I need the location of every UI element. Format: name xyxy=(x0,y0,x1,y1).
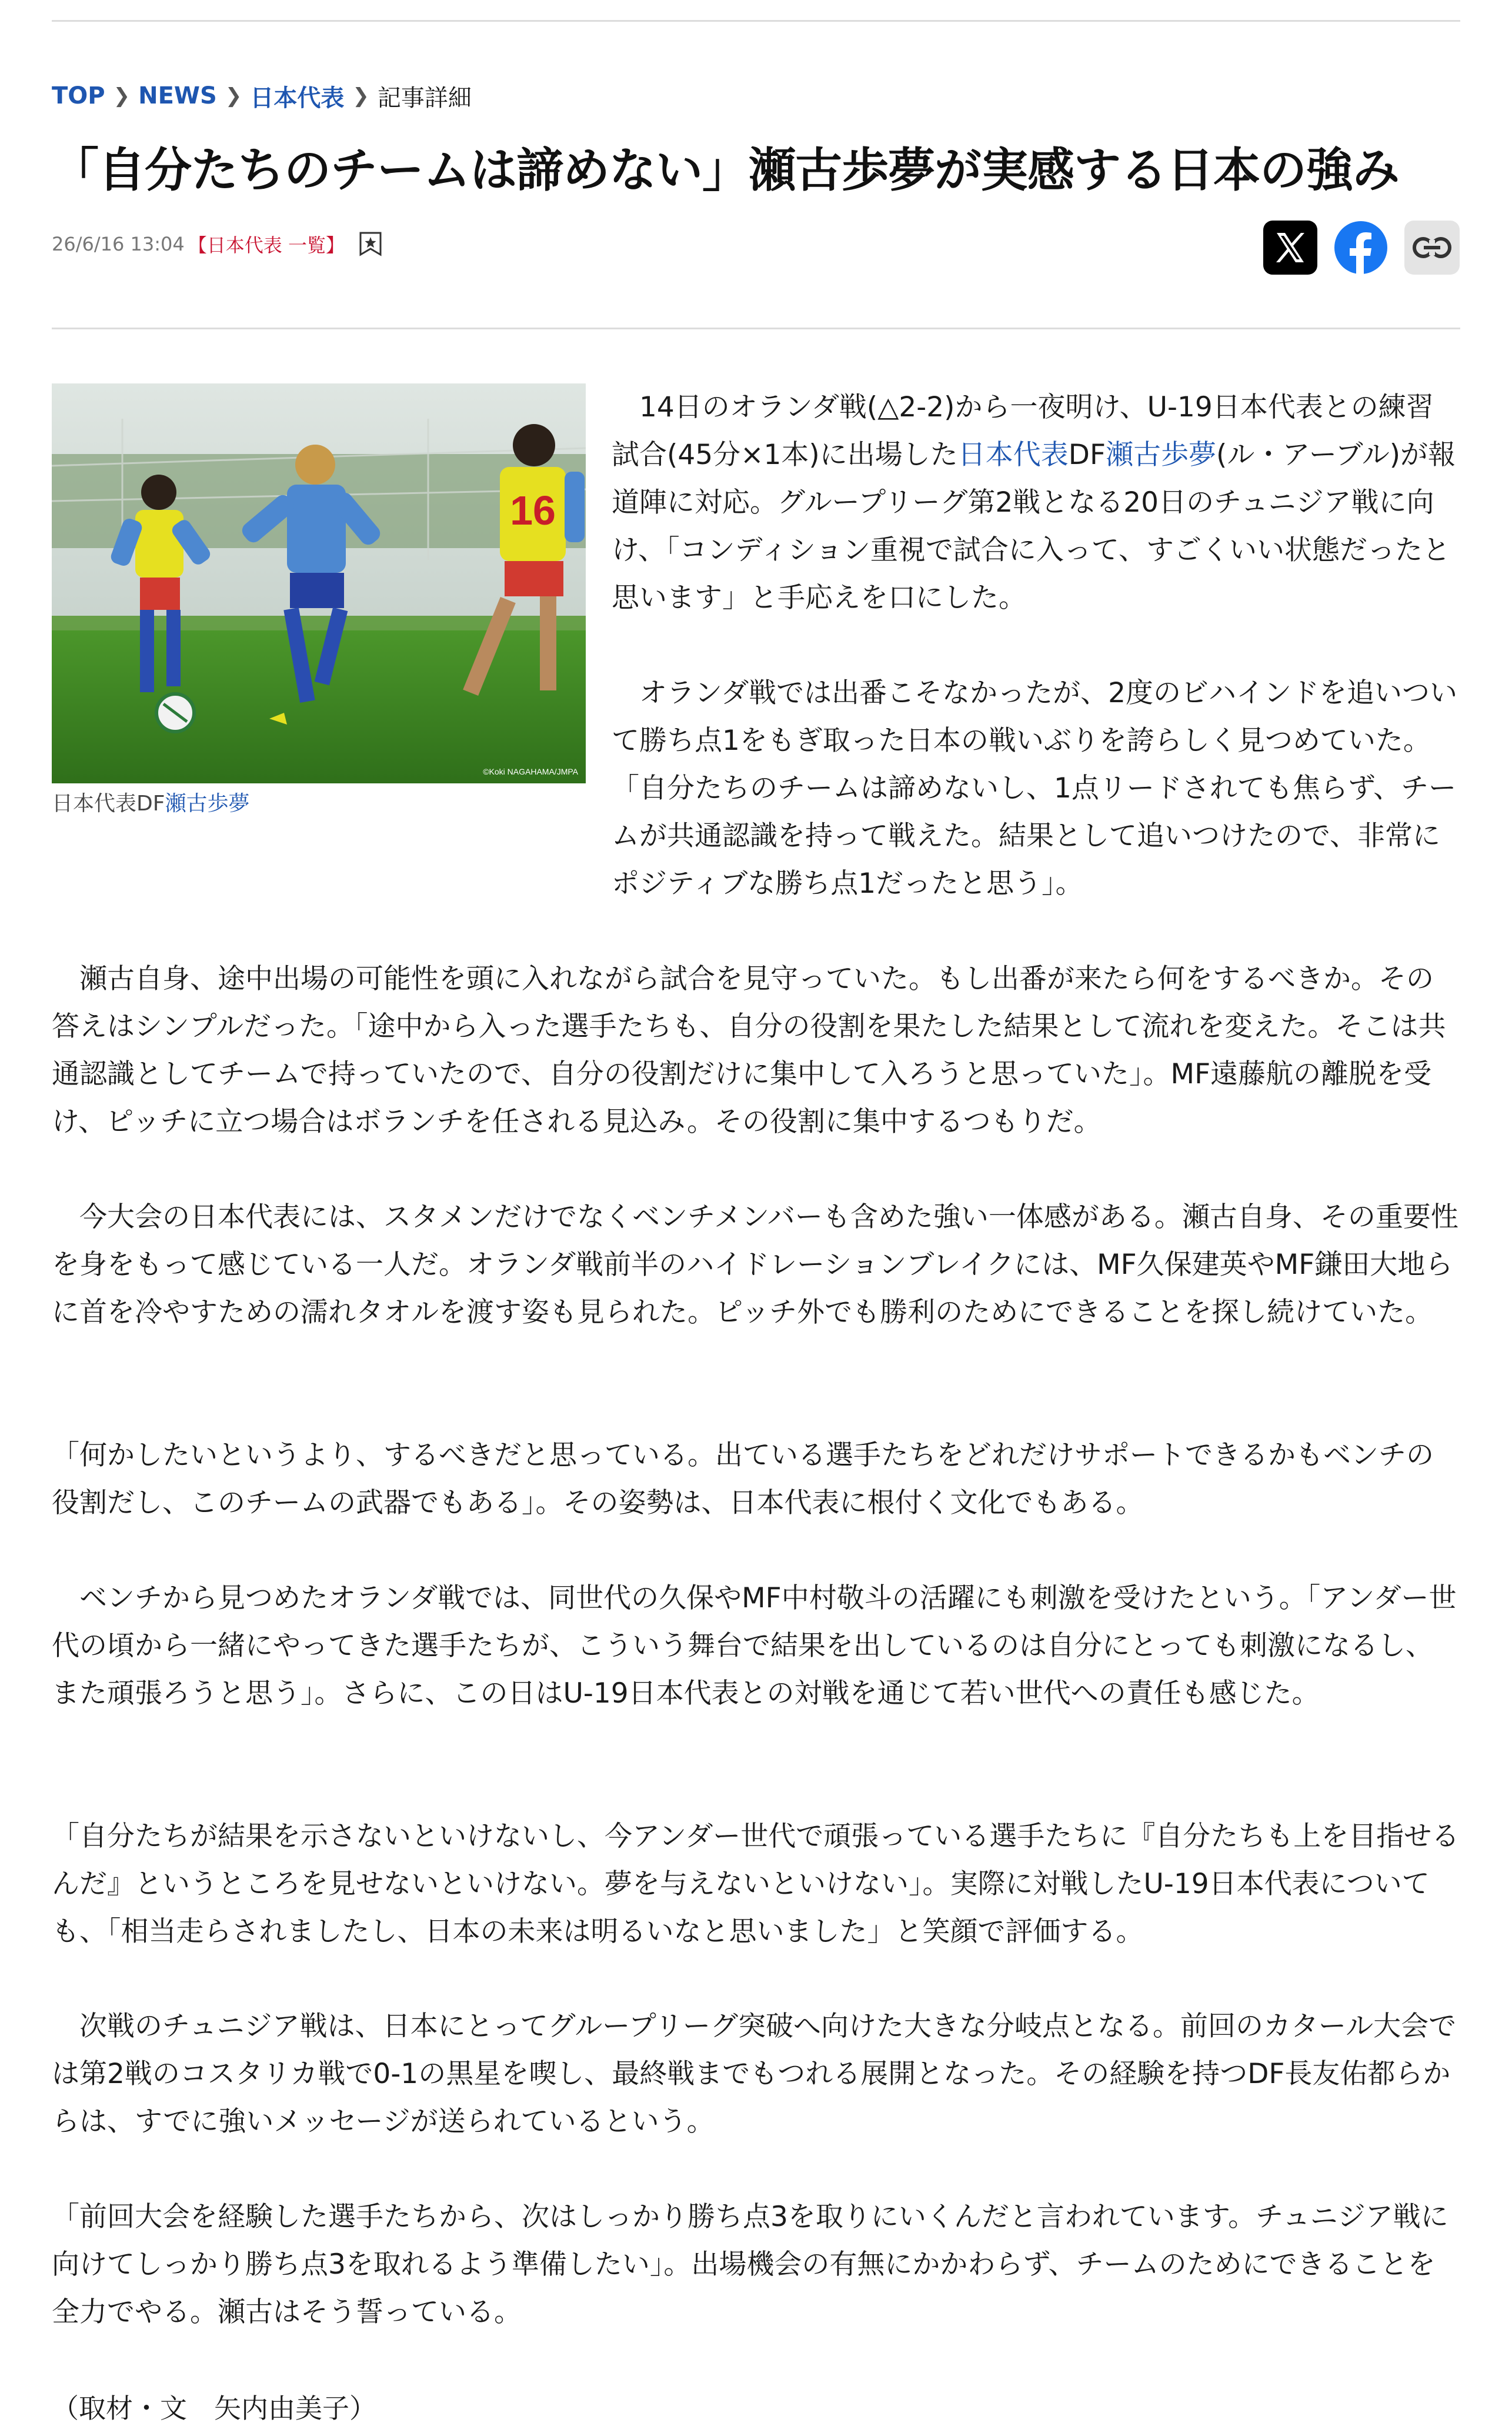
paragraph-3: 瀬古自身、途中出場の可能性を頭に入れながら試合を見守っていた。もし出番が来たら何をするべきか。その答えはシンプルだった。「途中から入った選手たちも、自分の役割を果たした結果として流れを変えた。そこは共通認識としてチームで持っていたので、自分の役割だけに集中して入ろうと思っていた」。MF遠藤航の離脱を受け、ピッチに立つ場合はボランチを任される見込み。その役割に集中するつもりだ。 xyxy=(52,963,1446,1138)
copy-link-button[interactable] xyxy=(1404,221,1460,275)
article-meta xyxy=(52,226,382,262)
breadcrumb-current: 記事詳細 xyxy=(377,84,472,112)
player-link[interactable]: 瀬古歩夢 xyxy=(1106,439,1216,471)
paragraph-2: オランダ戦では出番こそなかったが、2度のビハインドを追いついて勝ち点1をもぎ取った日本の戦いぶりを誇らしく見つめていた。「自分たちのチームは諦めないし、1点リードされても焦らず、チームが共通認識を持って戦えた。結果として追いつけたので、非常にポジティブな勝ち点1だったと思う」。 xyxy=(612,677,1458,900)
header-divider xyxy=(52,328,1460,329)
share-facebook-button[interactable] xyxy=(1334,221,1388,275)
chevron-right-icon: ❯ xyxy=(352,84,369,108)
bookmark-star-icon[interactable] xyxy=(359,231,382,257)
paragraph-8: 次戦のチュニジア戦は、日本にとってグループリーグ突破へ向けた大きな分岐点となる。前回のカタール大会では第2戦のコスタリカ戦で0-1の黒星を喫し、最終戦までもつれる展開となった。その経験を持つDF長友佑都らからは、すでに強いメッセージが送られているという。 xyxy=(52,2010,1457,2138)
top-divider xyxy=(52,20,1460,22)
article-title: 「自分たちのチームは諦めない」瀬古歩夢が実感する日本の強み xyxy=(52,143,1399,198)
japan-team-link[interactable]: 日本代表 xyxy=(957,439,1069,471)
chevron-right-icon: ❯ xyxy=(225,84,242,108)
breadcrumb xyxy=(52,75,472,116)
category-link[interactable]: 【日本代表 一覧】 xyxy=(188,234,345,256)
photo-caption: 日本代表DF瀬古歩夢 xyxy=(52,792,250,816)
link-icon xyxy=(1413,236,1451,259)
paragraph-1: 14日のオランダ戦(△2-2)から一夜明け、U-19日本代表との練習試合(45分×1本)に出場した日本代表DF瀬古歩夢(ル・アーブル)が報道陣に対応。グループリーグ第2戦となる20日のチュニジア戦に向け、「コンディション重視で試合に入って、すごくいい状態だったと思います」と手応えを口にした。 xyxy=(612,391,1456,614)
paragraph-7: 「自分たちが結果を示さないといけないし、今アンダー世代で頑張っている選手たちに『自分たちも上を目指せるんだ』というところを見せないといけない。夢を与えないといけない」。実際に対戦したU-19日本代表についても、「相当走らされましたし、日本の未来は明るいなと思いました」と笑顔で評価する。 xyxy=(52,1820,1460,1948)
article-credit: （取材・文 矢内由美子） xyxy=(52,2392,376,2424)
photo-credit: ©Koki NAGAHAMA/JMPA xyxy=(483,767,578,776)
facebook-logo-icon xyxy=(1334,221,1388,275)
x-logo-icon xyxy=(1273,231,1307,265)
breadcrumb-japan-link[interactable]: 日本代表 xyxy=(250,84,345,112)
share-x-button[interactable] xyxy=(1263,221,1317,275)
paragraph-9: 「前回大会を経験した選手たちから、次はしっかり勝ち点3を取りにいくんだと言われています。チュニジア戦に向けてしっかり勝ち点3を取れるよう準備したい」。出場機会の有無にかかわらず、チームのためにできることを全力でやる。瀬古はそう誓っている。 xyxy=(52,2201,1448,2328)
breadcrumb-news-link[interactable]: NEWS xyxy=(138,82,217,109)
bib-number: 16 xyxy=(510,488,556,533)
chevron-right-icon: ❯ xyxy=(113,84,131,108)
breadcrumb-top-link[interactable]: TOP xyxy=(52,82,105,109)
article-photo xyxy=(52,383,586,783)
article-date: 26/6/16 13:04 xyxy=(52,233,185,255)
caption-player-link[interactable]: 瀬古歩夢 xyxy=(165,792,250,816)
paragraph-4: 今大会の日本代表には、スタメンだけでなくベンチメンバーも含めた強い一体感がある。瀬古自身、その重要性を身をもって感じている一人だ。オランダ戦前半のハイドレーションブレイクには、MF久保建英やMF鎌田大地らに首を冷やすための濡れタオルを渡す姿も見られた。ピッチ外でも勝利のためにできることを探し続けていた。 xyxy=(52,1201,1458,1329)
paragraph-6: ベンチから見つめたオランダ戦では、同世代の久保やMF中村敬斗の活躍にも刺激を受けたという。「アンダー世代の頃から一緒にやってきた選手たちが、こういう舞台で結果を出しているのは自分にとっても刺激になるし、また頑張ろうと思う」。さらに、この日はU-19日本代表との対戦を通じて若い世代への責任も感じた。 xyxy=(52,1582,1457,1710)
paragraph-5: 「何かしたいというより、するべきだと思っている。出ている選手たちをどれだけサポートできるかもベンチの役割だし、このチームの武器でもある」。その姿勢は、日本代表に根付く文化でもある。 xyxy=(52,1439,1434,1519)
